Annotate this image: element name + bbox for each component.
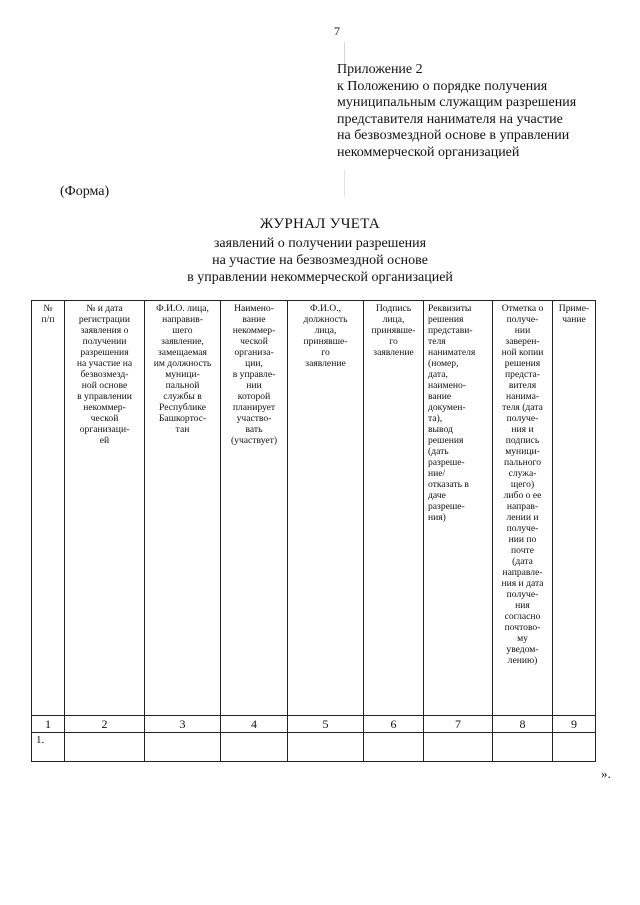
column-number: 1 [32,716,65,733]
header-line: уведом- [506,644,539,655]
header-line: го [389,336,398,347]
header-line: ции, [245,358,263,369]
header-line: получе- [506,314,539,325]
header-line: которой [237,391,271,402]
appendix-line: муниципальным служащим разрешения [337,95,577,111]
header-line: вание [242,314,266,325]
column-number: 3 [145,716,221,733]
header-line: нанима- [505,391,540,402]
table-cell [424,733,493,762]
journal-table [31,300,596,762]
header-line: нии по [508,534,537,545]
table-row [32,733,596,762]
header-line: муници- [505,446,540,457]
header-line: служа- [508,468,537,479]
header-line: почте [511,545,534,556]
title-sub-line: заявлений о получении разрешения [213,236,427,251]
column-number: 4 [221,716,288,733]
header-line: подпись [505,435,540,446]
header-line: предста- [505,369,540,380]
header-line: (дата [512,556,533,567]
header-line: Башкортос- [158,413,207,424]
table-cell [364,733,424,762]
header-line: му [517,633,528,644]
header-line: дата, [428,369,448,380]
column-number-row [32,716,596,733]
appendix-line: на безвозмездной основе в управлении [337,128,570,144]
header-cell [65,301,145,716]
column-number: 8 [493,716,553,733]
column-number: 9 [553,716,596,733]
header-line: отказать в [428,479,469,490]
table-cell [65,733,145,762]
header-line: принявше- [371,325,416,336]
journal-title [0,216,640,286]
header-line: почтово- [504,622,541,633]
header-line: получе- [506,523,539,534]
header-line: вителя [508,380,537,391]
appendix-line: некоммерческой организацией [337,144,520,160]
header-line: разреше- [428,457,465,468]
header-line: докумен- [428,402,466,413]
header-line: Приме- [558,303,590,314]
header-line: Республике [158,402,206,413]
header-line: ей [99,435,110,446]
header-line: (участвует) [230,435,278,446]
appendix-line: Приложение 2 [337,62,423,77]
header-line: даче [428,490,446,501]
header-line: направ- [506,501,539,512]
header-line: чание [562,314,586,325]
header-cell [288,301,364,716]
header-line: Ф.И.О. лица, [156,303,209,314]
header-line: решения [428,435,464,446]
header-line: представи- [428,325,473,336]
header-line: теля (дата [502,402,543,413]
header-line: (дать [428,446,449,457]
header-line: получе- [506,413,539,424]
header-line: ной копии [501,347,544,358]
header-line: организаци- [79,424,130,435]
header-line: Отметка о [501,303,544,314]
header-line: заявление [305,358,346,369]
header-cell [553,301,596,716]
header-line: им должность [153,358,212,369]
table-cell [221,733,288,762]
table-cell [493,733,553,762]
header-line: п/п [41,314,55,325]
header-line: вание [428,391,452,402]
header-cell [32,301,65,716]
title-main: ЖУРНАЛ УЧЕТА [259,216,381,232]
header-line: заявление, [161,336,204,347]
header-line: в управле- [232,369,276,380]
header-line: го [321,347,330,358]
header-line: некоммер- [232,325,276,336]
header-line: службы в [163,391,202,402]
header-line: пальной [165,380,200,391]
scan-mark [344,42,345,72]
closing-quote-mark: ». [601,766,611,781]
header-line: ческой [240,336,268,347]
table-header-row [32,301,596,716]
form-label: (Форма) [60,184,110,199]
header-line: теля [428,336,446,347]
header-line: Подпись [375,303,412,314]
header-line: Ф.И.О., [309,303,342,314]
title-sub-line: в управлении некоммерческой организацией [187,270,453,285]
page-number: 7 [334,24,340,38]
column-number: 2 [65,716,145,733]
header-line: ния и дата [501,578,544,589]
header-cell [424,301,493,716]
header-line: нии [246,380,262,391]
header-line: та), [428,413,443,424]
table-cell [553,733,596,762]
appendix-note [337,62,576,162]
header-line: участво- [236,413,272,424]
column-number: 5 [288,716,364,733]
header-line: ния) [428,512,446,523]
header-line: организа- [234,347,274,358]
header-line: нии [514,325,531,336]
header-line: № [43,303,53,314]
header-line: получении [82,336,127,347]
header-line: ния и [511,424,534,435]
header-line: лица, [314,325,337,336]
header-line: разреше- [428,501,465,512]
title-sub-line: на участие на безвозмездной основе [212,253,428,268]
scan-mark [344,170,345,196]
header-line: заверен- [505,336,540,347]
header-line: решения [428,314,464,325]
header-line: заявление [373,347,414,358]
table-cell [288,733,364,762]
table-cell: 1. [32,733,65,762]
header-cell [221,301,288,716]
header-line: ной основе [81,380,128,391]
header-line: шего [172,325,193,336]
header-line: № и дата [86,303,123,314]
header-line: либо о ее [503,490,542,501]
header-line: тан [175,424,190,435]
header-line: заявления о [80,325,129,336]
column-number: 7 [424,716,493,733]
header-line: вать [245,424,263,435]
appendix-line: представителя нанимателя на участие [337,111,563,127]
header-line: (номер, [428,358,459,369]
header-line: должность [303,314,348,325]
header-line: направле- [502,567,543,578]
header-line: согласно [504,611,541,622]
header-line: ния [515,600,530,611]
header-line: направив- [162,314,203,325]
header-line: нанимателя [428,347,476,358]
header-line: пального [503,457,542,468]
header-cell [493,301,553,716]
header-line: Реквизиты [428,303,472,314]
header-line: безвозмезд- [80,369,129,380]
header-line: решения [504,358,541,369]
header-line: муници- [165,369,200,380]
header-line: некоммер- [83,402,126,413]
table-cell [145,733,221,762]
header-line: ческой [90,413,119,424]
header-line: лица, [382,314,405,325]
header-line: в управлении [77,391,132,402]
header-line: Наимено- [234,303,274,314]
title-subtitle [0,235,640,286]
header-line: замещаемая [158,347,207,358]
header-line: планирует [232,402,276,413]
header-line: регистрации [78,314,131,325]
header-line: лении и [506,512,539,523]
column-number: 6 [364,716,424,733]
header-line: щего) [510,479,535,490]
header-line: лению) [507,655,538,666]
header-line: на участие на [76,358,133,369]
header-line: получе- [506,589,539,600]
header-line: ние/ [428,468,446,479]
header-line: разрешения [80,347,129,358]
header-line: наимено- [428,380,466,391]
header-cell [364,301,424,716]
header-cell [145,301,221,716]
header-line: принявше- [303,336,348,347]
header-line: вывод [428,424,453,435]
appendix-line: к Положению о порядке получения [337,78,548,94]
